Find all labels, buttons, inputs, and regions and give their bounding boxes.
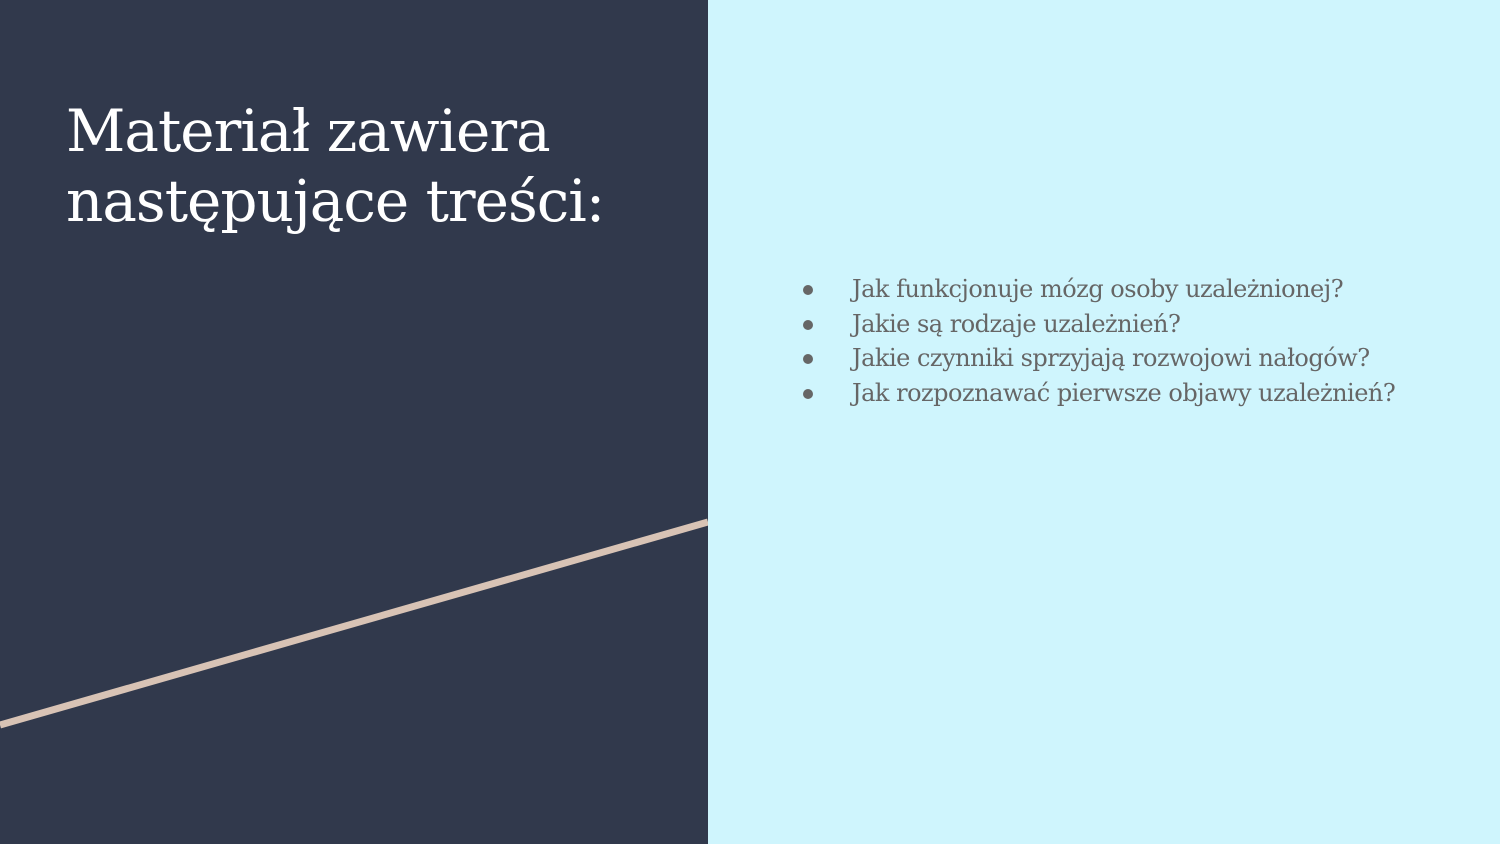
bullet-dot-icon (803, 320, 813, 330)
bullet-dot-icon (803, 389, 813, 399)
bullet-text: Jak rozpoznawać pierwsze objawy uzależnień? (852, 378, 1396, 407)
slide-title (66, 96, 686, 236)
bullet-list (800, 272, 1480, 410)
slide-title-line-1: Materiał zawiera (66, 97, 550, 165)
bullet-item (800, 341, 1480, 376)
slide-title-line-2: następujące treści: (66, 167, 605, 235)
bullet-dot-icon (803, 285, 813, 295)
bullet-text: Jak funkcjonuje mózg osoby uzależnionej? (852, 275, 1344, 303)
bullet-item (800, 272, 1480, 307)
bullet-item (800, 307, 1480, 342)
bullet-item (800, 376, 1480, 411)
right-panel (708, 0, 1500, 844)
bullet-text: Jakie są rodzaje uzależnień? (852, 309, 1181, 338)
bullet-text: Jakie czynniki sprzyjają rozwojowi nałogów? (852, 344, 1370, 372)
bullet-dot-icon (803, 354, 813, 364)
